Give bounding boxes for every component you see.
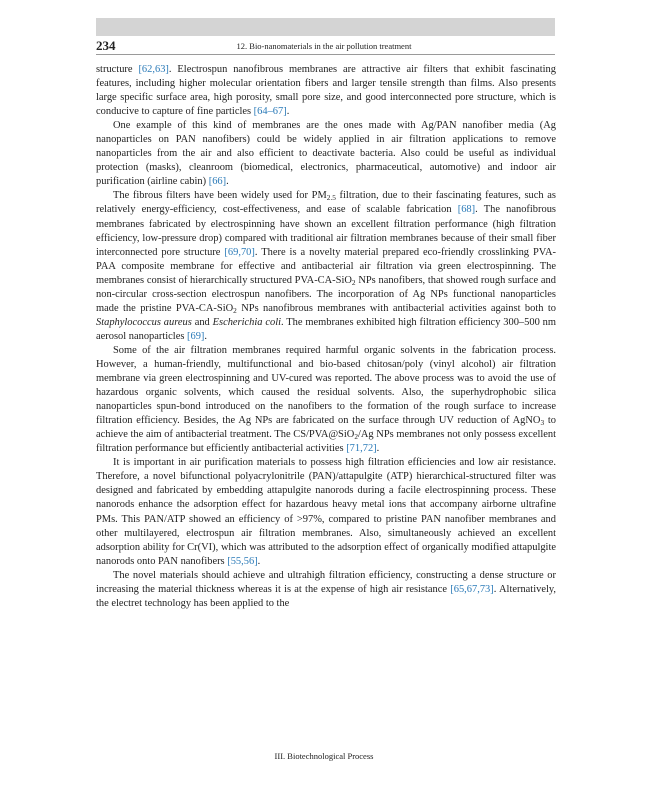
- text-run: filtration, due to their fascinating features, such as relatively energy-efficiency, cost-effectiveness, and ease of scalable fabrication: [96, 190, 556, 216]
- text-run: NPs nanofibrous membranes with antibacterial activities against both to: [236, 302, 556, 314]
- text-run: It is important in air purification materials to possess high filtration efficiencies and low air resistance. Therefore, a novel bifunctional polyacrylonitrile (PAN)/attapulgite (ATP) hierarchical-structured filter was designed and fabricated by embedding attapulgite nanorods during a facile electrospinning process. These nanorods enhance the adsorption effect for hazardous heavy metal ions that accompany airborne ultrafine PMs. This PAN/ATP showed an efficiency of >97%, compared to pristine PAN nanofiber membranes and other multilayered, electrospun air filtration membranes. Also, simultaneously achieved an excellent adsorption ability for Cr(VI), which was attributed to the adsorption effect of organically modified attapulgite nanorods onto PAN nanofibers: [96, 457, 556, 567]
- text-run: .: [226, 176, 229, 188]
- citation-link[interactable]: [64–67]: [253, 106, 287, 118]
- text-run: NPs nanofibers, that showed rough surface and non-circular cross-section electrospun nanofibers. The incorporation of Ag NPs functional nanoparticles made the pristine PVA-CA-SiO: [96, 274, 556, 314]
- paragraph-2: [96, 119, 556, 189]
- paragraph-4: [96, 344, 556, 456]
- text-run: . The nanofibrous membranes fabricated by electrospinning have shown an excellent filtration performance (high filtration efficiency, low-pressure drop) compared with traditional air filtration membranes because of their small fiber interconnected pore structure: [96, 204, 556, 258]
- text-run: .: [376, 443, 380, 455]
- text-run: . There is a novelty material prepared eco-friendly crosslinking PVA-PAA composite membrane for effective and antibacterial air filtration via green electrospinning. The membranes consist of hierarchically structured PVA-CA-SiO: [96, 246, 557, 286]
- running-head: 12. Bio-nanomaterials in the air pollution treatment: [236, 41, 412, 51]
- citation-link[interactable]: [68]: [457, 204, 476, 216]
- citation-link[interactable]: [65,67,73]: [450, 583, 494, 595]
- page-number: 234: [96, 38, 116, 53]
- citation-link[interactable]: [69]: [187, 330, 205, 342]
- footer-section-title: III. Biotechnological Process: [274, 751, 374, 761]
- species-name: Escherichia coli: [212, 316, 282, 328]
- subscript: 2: [351, 277, 356, 287]
- subscript: 2: [233, 305, 237, 315]
- text-run: and: [191, 316, 213, 328]
- text-run: One example of this kind of membranes are the ones made with Ag/PAN nanofiber media (Ag nanoparticles on PAN nanofibers) could be widely applied in air filtration applications to remove nanoparticles from the air and also efficient to deactivate bacteria. Also could be useful as individual protection (masks), cleanroom (biomedical, electronics, pharmaceutical, automotive) and indoor air purification (airline cabin): [96, 120, 556, 188]
- citation-link[interactable]: [55,56]: [227, 555, 258, 567]
- text-run: structure: [96, 64, 139, 75]
- header-band: [96, 18, 555, 36]
- text-run: . The membranes exhibited high filtration efficiency 300–500 nm aerosol nanoparticles: [96, 316, 557, 342]
- text-run: The fibrous filters have been widely used for PM: [113, 190, 327, 202]
- text-run: /Ag NPs membranes not only possess excellent filtration performance but efficiently antibacterial activities: [96, 429, 556, 455]
- species-name: Staphylococcus aureus: [96, 316, 192, 328]
- subscript: 2: [354, 432, 358, 442]
- text-run: . Alternatively, the electret technology has been applied to the: [96, 583, 557, 609]
- text-run: Some of the air filtration membranes required harmful organic solvents in the fabrication process. However, a human-friendly, multifunctional and bio-based chitosan/poly (vinyl alcohol) air filtration membrane via green electrospinning and UV-cured was reported. The above process was to avoid the use of hazardous organic solvents, which caused the residual solvents. Also, the superhydrophobic silica nanoparticles spun-bond introduced on the nanofibers to the formation of the rough surface to increase filtration efficiency. Besides, the Ag NPs are fabricated on the surface through UV reduction of AgNO: [96, 344, 556, 427]
- citation-link[interactable]: [66]: [208, 176, 227, 188]
- paragraph-6: [96, 569, 556, 611]
- text-run: to achieve the aim of antibacterial treatment. The CS/PVA@SiO: [96, 415, 556, 441]
- text-run: .: [286, 106, 290, 118]
- paragraph-1: [96, 63, 556, 119]
- text-run: . Electrospun nanofibrous membranes are attractive air filters that exhibit fascinating features, including higher molecular orientation fibers and larger tensile strength than films. Also presents large specific surface area, high porosity, small pore size, and good interconnected pore structure, which is conducive to capture of fine particles: [96, 64, 556, 118]
- citation-link[interactable]: [71,72]: [346, 443, 377, 455]
- text-run: The novel materials should achieve and ultrahigh filtration efficiency, constructing a dense structure or increasing the material thickness whereas it is at the expense of high air resistance: [96, 569, 556, 595]
- paragraph-3: [96, 189, 556, 344]
- text-run: .: [257, 555, 261, 567]
- paragraph-5: [96, 456, 556, 568]
- subscript: 2.5: [326, 193, 336, 203]
- header-rule: [96, 54, 555, 55]
- citation-link[interactable]: [62,63]: [138, 64, 169, 75]
- citation-link[interactable]: [69,70]: [224, 246, 255, 258]
- subscript: 3: [540, 418, 545, 427]
- body-text: [96, 63, 556, 611]
- text-run: .: [204, 330, 208, 342]
